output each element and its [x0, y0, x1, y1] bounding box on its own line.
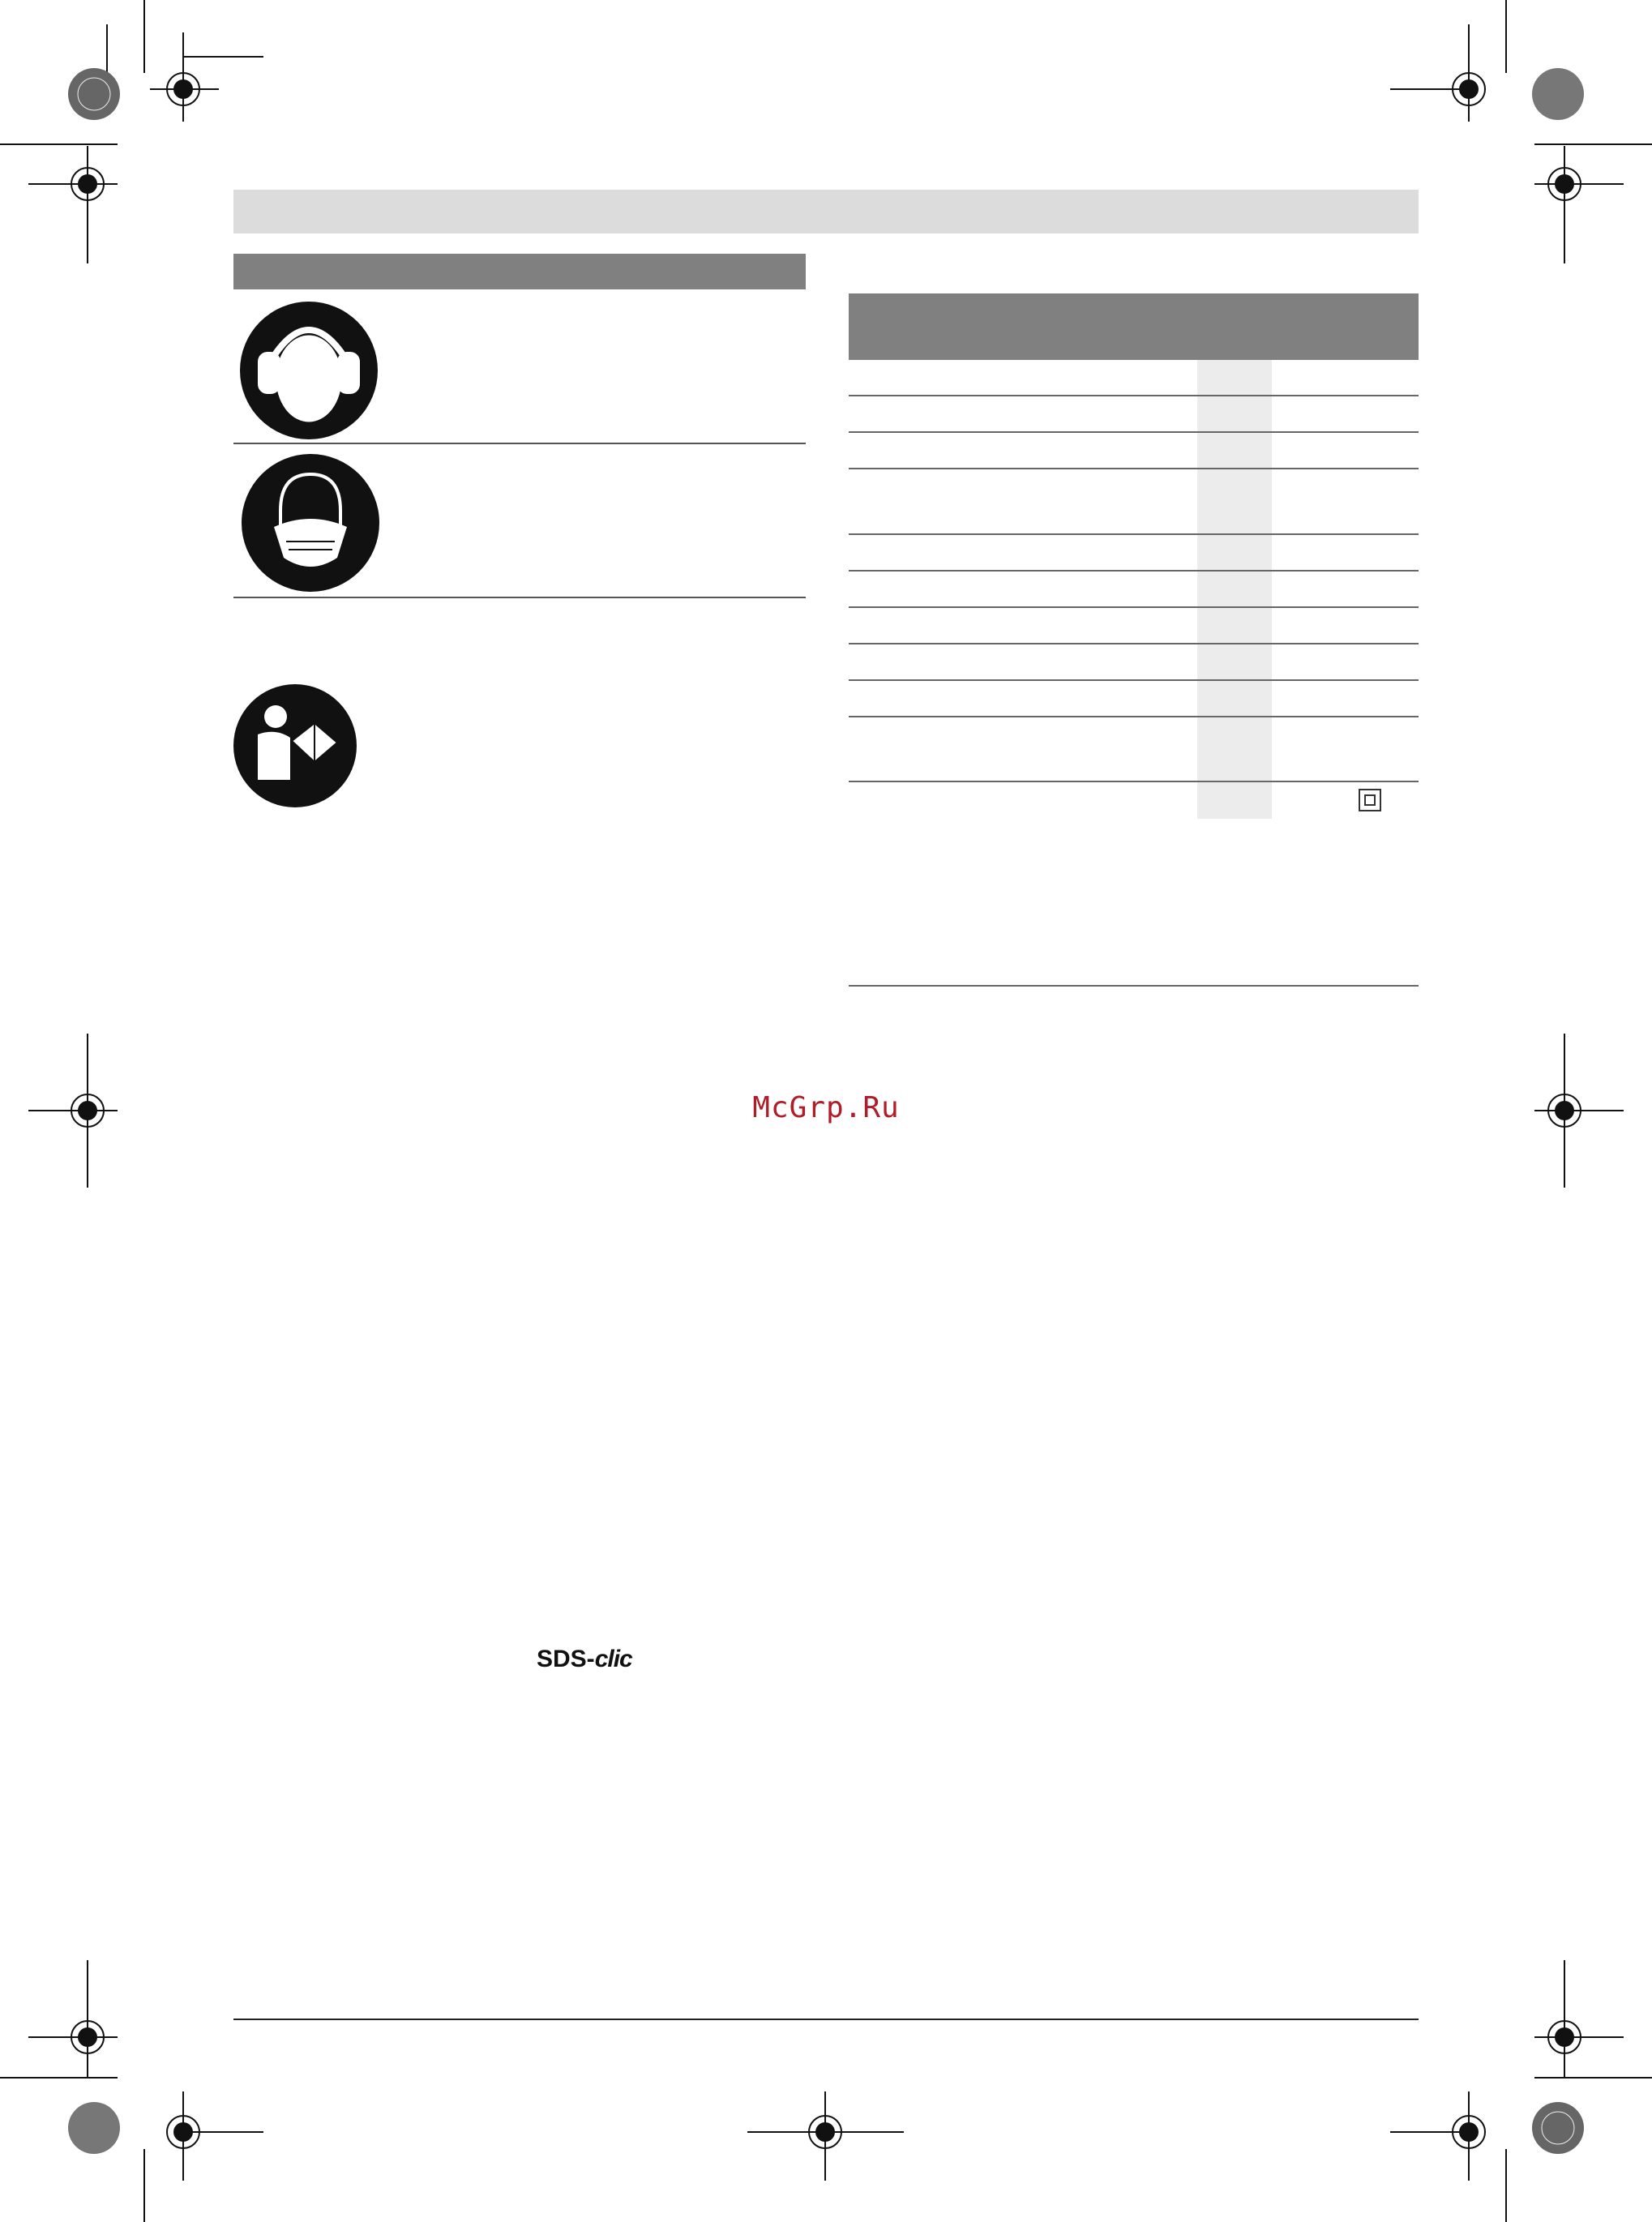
- protection-class-ii-icon: [1359, 789, 1381, 811]
- divider: [233, 443, 806, 444]
- ear-protection-icon: [240, 302, 378, 439]
- dust-mask-icon: [242, 454, 379, 592]
- table-row-divider: [849, 679, 1419, 681]
- technical-data-table-header: [849, 293, 1419, 360]
- table-row-divider: [849, 395, 1419, 396]
- logo-suffix: clic: [594, 1646, 632, 1672]
- table-row-divider: [849, 643, 1419, 644]
- table-row-divider: [849, 468, 1419, 469]
- safety-section-heading-bar: [233, 254, 806, 289]
- table-row-divider: [849, 533, 1419, 535]
- read-manual-icon: [233, 684, 357, 807]
- table-row-divider: [849, 431, 1419, 433]
- footer-rule: [233, 2019, 1419, 2020]
- table-row-divider: [849, 716, 1419, 717]
- header-bar: [233, 190, 1419, 233]
- watermark: McGrp.Ru: [752, 1091, 900, 1124]
- logo-prefix: SDS-: [537, 1646, 595, 1672]
- sds-clic-logo: [537, 1646, 632, 1673]
- divider: [233, 597, 806, 598]
- table-row-divider: [849, 570, 1419, 572]
- table-row-divider: [849, 781, 1419, 782]
- table-row-divider: [849, 606, 1419, 608]
- table-unit-column-shade: [1197, 360, 1272, 819]
- table-bottom-divider: [849, 985, 1419, 987]
